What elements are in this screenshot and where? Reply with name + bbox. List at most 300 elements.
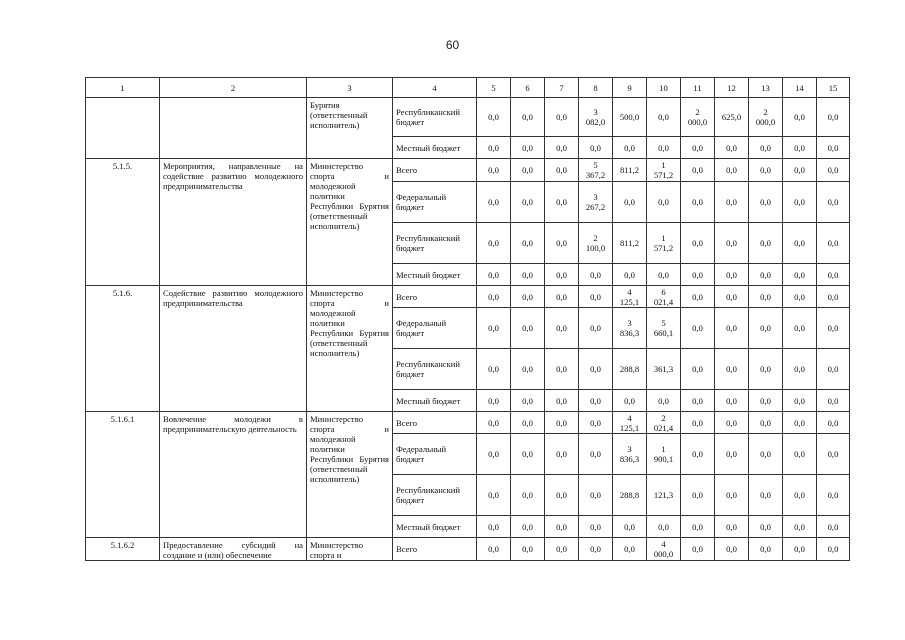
amount-cell xyxy=(511,349,545,390)
amount-part: 0,0 xyxy=(556,449,567,459)
amount-cell xyxy=(511,390,545,412)
executor: Министерство спорта и молодежной политики Республики Бурятия (ответственный исполнитель) xyxy=(307,159,393,286)
amount-part: 0,0 xyxy=(760,323,771,333)
amount-part: 0,0 xyxy=(760,544,771,554)
column-header: 15 xyxy=(817,78,850,98)
amount-cell xyxy=(613,475,647,516)
amount-cell xyxy=(579,349,613,390)
amount-part: 3 xyxy=(593,192,598,202)
amount-part: 2 xyxy=(695,107,700,117)
amount-cell xyxy=(647,223,681,264)
amount-cell xyxy=(783,223,817,264)
amount-cell xyxy=(477,412,511,434)
amount-part: 0,0 xyxy=(556,364,567,374)
amount-part: 3 xyxy=(593,107,598,117)
amount-part: 0,0 xyxy=(624,395,635,406)
amount-part: 0,0 xyxy=(827,449,839,459)
amount-part: 0,0 xyxy=(794,395,805,406)
amount-part: 0,0 xyxy=(658,395,669,406)
amount-cell xyxy=(817,137,850,159)
amount-part: 288,8 xyxy=(619,490,640,500)
column-header: 9 xyxy=(613,78,647,98)
funding-source: Всего xyxy=(393,412,477,434)
amount-part: 0,0 xyxy=(590,269,601,280)
amount-cell xyxy=(817,434,850,475)
column-header: 12 xyxy=(715,78,749,98)
amount-cell xyxy=(477,159,511,182)
amount-part: 0,0 xyxy=(590,323,601,333)
amount-part: 0,0 xyxy=(522,323,533,333)
amount-part: 0,0 xyxy=(760,521,771,532)
amount-cell xyxy=(817,286,850,308)
amount-part: 1 xyxy=(661,233,666,243)
amount-cell xyxy=(715,349,749,390)
amount-cell xyxy=(613,390,647,412)
amount-part: 0,0 xyxy=(590,490,601,500)
funding-source: Местный бюджет xyxy=(393,516,477,538)
amount-cell xyxy=(749,223,783,264)
amount-part: 0,0 xyxy=(827,197,839,207)
measure-code: 5.1.5. xyxy=(86,159,160,286)
amount-cell xyxy=(783,286,817,308)
amount-part: 0,0 xyxy=(692,165,703,175)
amount-cell xyxy=(715,98,749,137)
amount-part: 0,0 xyxy=(488,449,499,459)
amount-part: 0,0 xyxy=(556,521,567,532)
funding-source: Федеральный бюджет xyxy=(393,434,477,475)
budget-table xyxy=(85,77,850,561)
amount-cell xyxy=(715,516,749,538)
amount-cell xyxy=(749,308,783,349)
amount-cell xyxy=(783,308,817,349)
amount-cell xyxy=(511,538,545,561)
amount-part: 0,0 xyxy=(794,323,805,333)
amount-cell xyxy=(511,137,545,159)
amount-part: 0,0 xyxy=(556,395,567,406)
amount-part: 0,0 xyxy=(556,323,567,333)
amount-part: 0,0 xyxy=(522,490,533,500)
amount-cell xyxy=(613,349,647,390)
amount-cell xyxy=(579,434,613,475)
amount-part: 0,0 xyxy=(488,521,499,532)
amount-part: 0,0 xyxy=(726,291,737,302)
amount-part: 0,0 xyxy=(794,238,805,248)
amount-cell xyxy=(647,308,681,349)
amount-cell xyxy=(511,434,545,475)
amount-part: 0,0 xyxy=(522,197,533,207)
amount-cell xyxy=(783,434,817,475)
funding-source: Республиканский бюджет xyxy=(393,223,477,264)
amount-cell xyxy=(715,434,749,475)
amount-cell xyxy=(681,308,715,349)
amount-part: 0,0 xyxy=(590,449,601,459)
measure-name: Мероприятия, направленные на содействие развитию молодежного предпринимательства xyxy=(160,159,307,286)
amount-cell xyxy=(545,475,579,516)
amount-part: 0,0 xyxy=(522,291,533,302)
amount-part: 0,0 xyxy=(624,142,635,153)
amount-part: 0,0 xyxy=(794,417,805,428)
column-header: 11 xyxy=(681,78,715,98)
amount-cell xyxy=(579,159,613,182)
amount-part: 021,4 xyxy=(653,422,674,433)
amount-part: 267,2 xyxy=(585,202,606,212)
amount-part: 0,0 xyxy=(556,197,567,207)
amount-cell xyxy=(545,286,579,308)
amount-part: 0,0 xyxy=(692,238,703,248)
amount-part: 0,0 xyxy=(794,544,805,554)
amount-cell xyxy=(579,264,613,286)
amount-part: 0,0 xyxy=(692,417,703,428)
amount-part: 5 xyxy=(593,160,598,170)
amount-part: 121,3 xyxy=(653,490,674,500)
amount-cell xyxy=(749,286,783,308)
amount-part: 0,0 xyxy=(726,395,737,406)
amount-part: 6 xyxy=(661,286,666,297)
amount-cell xyxy=(681,137,715,159)
amount-part: 0,0 xyxy=(658,197,669,207)
amount-part: 0,0 xyxy=(488,490,499,500)
amount-cell xyxy=(613,159,647,182)
amount-part: 0,0 xyxy=(522,544,533,554)
amount-cell xyxy=(715,286,749,308)
amount-cell xyxy=(749,516,783,538)
amount-part: 0,0 xyxy=(590,291,601,302)
amount-part: 0,0 xyxy=(827,544,839,554)
amount-part: 0,0 xyxy=(726,269,737,280)
amount-cell xyxy=(647,286,681,308)
amount-cell xyxy=(613,223,647,264)
amount-part: 0,0 xyxy=(624,521,635,532)
amount-part: 0,0 xyxy=(488,197,499,207)
amount-cell xyxy=(749,412,783,434)
amount-cell xyxy=(613,182,647,223)
amount-part: 836,3 xyxy=(619,328,640,338)
amount-cell xyxy=(579,538,613,561)
column-header: 10 xyxy=(647,78,681,98)
amount-part: 0,0 xyxy=(827,112,839,122)
amount-cell xyxy=(783,349,817,390)
amount-part: 3 xyxy=(627,318,632,328)
amount-cell xyxy=(613,434,647,475)
amount-part: 125,1 xyxy=(619,422,640,433)
amount-cell xyxy=(545,98,579,137)
amount-part: 571,2 xyxy=(653,243,674,253)
amount-cell xyxy=(817,264,850,286)
amount-part: 0,0 xyxy=(522,238,533,248)
amount-cell xyxy=(545,434,579,475)
amount-part: 625,0 xyxy=(721,112,742,122)
amount-part: 0,0 xyxy=(556,417,567,428)
amount-cell xyxy=(647,98,681,137)
funding-source: Республиканский бюджет xyxy=(393,98,477,137)
amount-cell xyxy=(783,159,817,182)
amount-cell xyxy=(715,308,749,349)
amount-cell xyxy=(545,538,579,561)
amount-cell xyxy=(715,538,749,561)
funding-source: Федеральный бюджет xyxy=(393,308,477,349)
amount-part: 0,0 xyxy=(794,291,805,302)
column-header: 14 xyxy=(783,78,817,98)
amount-part: 0,0 xyxy=(488,323,499,333)
column-header: 1 xyxy=(86,78,160,98)
amount-cell xyxy=(511,264,545,286)
amount-part: 0,0 xyxy=(794,165,805,175)
amount-part: 0,0 xyxy=(827,417,839,428)
amount-part: 0,0 xyxy=(726,165,737,175)
column-header: 8 xyxy=(579,78,613,98)
amount-part: 0,0 xyxy=(726,490,737,500)
amount-cell xyxy=(511,159,545,182)
amount-part: 0,0 xyxy=(590,544,601,554)
amount-cell xyxy=(647,137,681,159)
amount-part: 0,0 xyxy=(726,417,737,428)
amount-part: 0,0 xyxy=(760,142,771,153)
measure-name: Предоставление субсидий на создание и (или) обеспечение xyxy=(160,538,307,561)
amount-part: 0,0 xyxy=(488,417,499,428)
amount-part: 836,3 xyxy=(619,454,640,464)
amount-part: 0,0 xyxy=(692,449,703,459)
amount-part: 0,0 xyxy=(658,112,669,122)
amount-cell xyxy=(477,264,511,286)
amount-cell xyxy=(817,538,850,561)
amount-part: 000,0 xyxy=(653,549,674,559)
amount-cell xyxy=(477,308,511,349)
amount-cell xyxy=(647,159,681,182)
measure-code: 5.1.6.2 xyxy=(86,538,160,561)
amount-cell xyxy=(545,182,579,223)
amount-cell xyxy=(817,349,850,390)
amount-part: 2 xyxy=(593,233,598,243)
amount-cell xyxy=(579,137,613,159)
amount-part: 0,0 xyxy=(488,165,499,175)
amount-cell xyxy=(749,434,783,475)
amount-cell xyxy=(715,475,749,516)
amount-cell xyxy=(511,516,545,538)
amount-cell xyxy=(579,308,613,349)
amount-cell xyxy=(715,264,749,286)
measure-name: Вовлечение молодежи в предпринимательскую деятельность xyxy=(160,412,307,538)
table-row xyxy=(86,286,850,308)
amount-part: 0,0 xyxy=(556,165,567,175)
amount-part: 500,0 xyxy=(619,112,640,122)
amount-part: 4 xyxy=(627,412,632,423)
amount-cell xyxy=(579,286,613,308)
amount-cell xyxy=(715,390,749,412)
funding-source: Местный бюджет xyxy=(393,390,477,412)
amount-cell xyxy=(647,390,681,412)
amount-part: 361,3 xyxy=(653,364,674,374)
amount-part: 0,0 xyxy=(760,165,771,175)
amount-cell xyxy=(783,98,817,137)
amount-cell xyxy=(817,223,850,264)
amount-cell xyxy=(681,286,715,308)
amount-part: 0,0 xyxy=(726,364,737,374)
amount-part: 0,0 xyxy=(760,291,771,302)
amount-part: 0,0 xyxy=(488,142,499,153)
amount-cell xyxy=(613,286,647,308)
amount-cell xyxy=(579,98,613,137)
amount-part: 0,0 xyxy=(827,165,839,175)
amount-cell xyxy=(715,159,749,182)
amount-cell xyxy=(681,390,715,412)
amount-cell xyxy=(613,264,647,286)
amount-cell xyxy=(783,390,817,412)
amount-part: 0,0 xyxy=(726,449,737,459)
column-header: 5 xyxy=(477,78,511,98)
amount-part: 0,0 xyxy=(522,165,533,175)
amount-part: 0,0 xyxy=(488,112,499,122)
amount-part: 0,0 xyxy=(794,197,805,207)
funding-source: Местный бюджет xyxy=(393,137,477,159)
amount-cell xyxy=(749,137,783,159)
table-row xyxy=(86,538,850,561)
amount-cell xyxy=(749,98,783,137)
amount-cell xyxy=(817,516,850,538)
amount-cell xyxy=(817,182,850,223)
amount-cell xyxy=(511,98,545,137)
amount-part: 0,0 xyxy=(827,269,839,280)
column-header: 4 xyxy=(393,78,477,98)
amount-cell xyxy=(715,137,749,159)
amount-part: 0,0 xyxy=(692,269,703,280)
amount-cell xyxy=(647,434,681,475)
executor: Министерство спорта и xyxy=(307,538,393,561)
amount-part: 000,0 xyxy=(687,117,708,127)
amount-part: 0,0 xyxy=(590,364,601,374)
amount-cell xyxy=(613,538,647,561)
column-header: 3 xyxy=(307,78,393,98)
amount-cell xyxy=(477,182,511,223)
amount-part: 0,0 xyxy=(794,269,805,280)
amount-part: 0,0 xyxy=(760,395,771,406)
amount-part: 0,0 xyxy=(760,449,771,459)
amount-part: 0,0 xyxy=(726,521,737,532)
amount-part: 0,0 xyxy=(658,269,669,280)
amount-part: 0,0 xyxy=(726,323,737,333)
amount-part: 0,0 xyxy=(692,490,703,500)
amount-cell xyxy=(579,412,613,434)
amount-part: 0,0 xyxy=(488,364,499,374)
amount-cell xyxy=(511,223,545,264)
amount-part: 0,0 xyxy=(590,417,601,428)
amount-cell xyxy=(647,264,681,286)
amount-cell xyxy=(511,475,545,516)
amount-part: 100,0 xyxy=(585,243,606,253)
amount-cell xyxy=(545,516,579,538)
amount-cell xyxy=(545,264,579,286)
amount-part: 811,2 xyxy=(619,165,640,175)
amount-part: 0,0 xyxy=(556,112,567,122)
amount-part: 125,1 xyxy=(619,296,640,307)
amount-cell xyxy=(681,182,715,223)
amount-part: 0,0 xyxy=(556,142,567,153)
amount-cell xyxy=(511,182,545,223)
amount-cell xyxy=(817,308,850,349)
amount-part: 0,0 xyxy=(692,197,703,207)
amount-cell xyxy=(715,412,749,434)
amount-cell xyxy=(477,475,511,516)
amount-cell xyxy=(613,137,647,159)
amount-part: 367,2 xyxy=(585,170,606,180)
column-header: 7 xyxy=(545,78,579,98)
amount-cell xyxy=(783,264,817,286)
amount-part: 0,0 xyxy=(522,142,533,153)
amount-part: 0,0 xyxy=(726,544,737,554)
amount-cell xyxy=(545,137,579,159)
amount-part: 0,0 xyxy=(590,142,601,153)
amount-cell xyxy=(477,538,511,561)
amount-cell xyxy=(817,412,850,434)
funding-source: Республиканский бюджет xyxy=(393,475,477,516)
amount-part: 0,0 xyxy=(692,521,703,532)
page-number: 60 xyxy=(445,38,460,52)
amount-cell xyxy=(817,475,850,516)
amount-cell xyxy=(477,516,511,538)
amount-part: 0,0 xyxy=(794,142,805,153)
amount-part: 0,0 xyxy=(556,269,567,280)
amount-part: 0,0 xyxy=(522,269,533,280)
amount-part: 0,0 xyxy=(827,364,839,374)
amount-cell xyxy=(477,137,511,159)
amount-part: 0,0 xyxy=(794,449,805,459)
amount-part: 0,0 xyxy=(760,269,771,280)
amount-cell xyxy=(681,412,715,434)
amount-cell xyxy=(477,349,511,390)
amount-cell xyxy=(477,390,511,412)
amount-part: 0,0 xyxy=(827,142,839,153)
amount-part: 0,0 xyxy=(556,490,567,500)
amount-part: 288,8 xyxy=(619,364,640,374)
amount-part: 021,4 xyxy=(653,296,674,307)
amount-part: 3 xyxy=(627,444,632,454)
amount-part: 0,0 xyxy=(488,238,499,248)
amount-cell xyxy=(783,412,817,434)
table-row xyxy=(86,412,850,434)
amount-cell xyxy=(545,159,579,182)
measure-name: Содействие развитию молодежного предпринимательства xyxy=(160,286,307,412)
amount-cell xyxy=(647,516,681,538)
amount-part: 0,0 xyxy=(760,364,771,374)
amount-part: 0,0 xyxy=(692,395,703,406)
amount-part: 0,0 xyxy=(760,197,771,207)
measure-code xyxy=(86,98,160,159)
amount-part: 0,0 xyxy=(760,490,771,500)
amount-part: 0,0 xyxy=(488,291,499,302)
amount-cell xyxy=(613,98,647,137)
amount-cell xyxy=(579,390,613,412)
amount-cell xyxy=(783,137,817,159)
amount-part: 0,0 xyxy=(522,364,533,374)
amount-cell xyxy=(579,475,613,516)
amount-part: 0,0 xyxy=(522,395,533,406)
amount-cell xyxy=(477,223,511,264)
executor: Министерство спорта и молодежной политики Республики Бурятия (ответственный исполнитель) xyxy=(307,286,393,412)
amount-cell xyxy=(749,264,783,286)
amount-cell xyxy=(647,182,681,223)
amount-cell xyxy=(783,538,817,561)
amount-cell xyxy=(783,516,817,538)
amount-part: 0,0 xyxy=(522,112,533,122)
amount-part: 0,0 xyxy=(488,395,499,406)
amount-cell xyxy=(647,349,681,390)
amount-part: 5 xyxy=(661,318,666,328)
funding-source: Федеральный бюджет xyxy=(393,182,477,223)
amount-cell xyxy=(647,538,681,561)
amount-cell xyxy=(477,286,511,308)
funding-source: Всего xyxy=(393,159,477,182)
table-row xyxy=(86,98,850,137)
amount-part: 0,0 xyxy=(760,238,771,248)
